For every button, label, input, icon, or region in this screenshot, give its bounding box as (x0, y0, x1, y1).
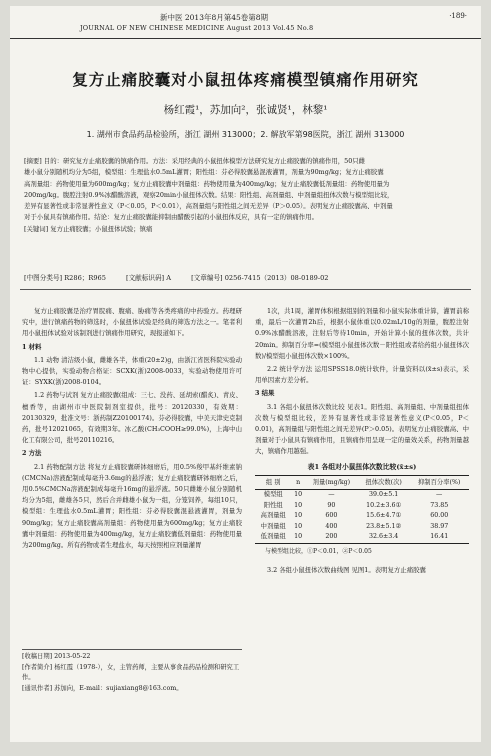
section-heading: 3 结果 (255, 389, 275, 398)
table-header-cell: n (291, 475, 304, 489)
table-footnote: 与模型组比较，①P＜0.01，②P＜0.05 (265, 547, 372, 555)
abstract-line: 高剂量组：药物使用量为600mg/kg；复方止痛胶囊中剂量组：药物使用量为400mg/kg；复方止痛胶囊低剂量组：药物使用量为 (24, 179, 390, 188)
author-list: 杨红霞¹，苏加向²，张诚贤¹，林黎¹ (163, 104, 328, 116)
abstract-line: 雄小鼠分别随机均分为5组，模型组：生理盐水0.5mL灌胃；阳性组：芬必得胶囊悬混液灌胃，剂量为90mg/kg；复方止痛胶囊 (24, 168, 384, 177)
body-paragraph: 1次，共1周，灌胃体积根据组别的剂量和小鼠实际体重计算，灌胃前称重，最后一次灌胃2h后，根据小鼠体重以0.02mL/10g的剂量，腹腔注射0.9%冰醋酸溶液，注射后等待10min，开始计算小鼠的扭体次数，共计20min。抑制百分率=(模型组小鼠扭体次数－阳性组或者给药组小鼠扭体次数)/模型组小鼠扭体次数×100%。 (255, 307, 469, 360)
table-cell: 90 (327, 501, 336, 509)
body-paragraph: 1.2 药物与试剂 复方止痛胶囊(组成：三七、没药、延胡索(醋炙)、青皮、檀香等，由湖州市中医院制剂室提供，批号：20120330，有效期：20130329，批准文号：浙药制Z20100174)。芬必得胶囊，中美天津史克制药，批号12021065，有效期3年。冰乙酸(CH₃COOH≥99.0%)，上海中山化工有限公司，批号20110216。 (22, 391, 242, 445)
article-title: 复方止痛胶囊对小鼠扭体疼痛模型镇痛作用研究 (72, 70, 419, 89)
table-cell: 600 (325, 512, 338, 520)
table-cell: 200 (305, 532, 358, 543)
table-cell: 低剂量组 (255, 532, 291, 543)
table-cell: 23.8±5.1② (366, 522, 402, 530)
received-date: [收稿日期] 2013-05-22 (22, 653, 91, 660)
table-cell: 39.0±5.1 (368, 491, 399, 499)
table-cell: 高剂量组 (260, 512, 286, 520)
section-heading: 2 方法 (22, 449, 42, 458)
left-column (22, 306, 242, 553)
footnotes (22, 649, 242, 694)
body-paragraph: 2.1 药物配制方法 将复方止痛胶囊研钵细磨后，用0.5%羧甲基纤维素钠(CMCNa)溶液配制成每毫升3.6mg的悬浮液；复方止痛胶囊研钵细磨之后，用0.5%CMCNa溶液配制成每毫升16mg的悬浮液。50只雌雄小鼠分别随机均分为5组，雌雄各5只，然后合并雌雄小鼠为一组，分笼饲养，每组10只，模型组：生理盐水0.5mL灌胃；阳性组：芬必得胶囊混悬液灌胃，剂量为90mg/kg；复方止痛胶囊高剂量组：药物使用量为600mg/kg；复方止痛胶囊中剂量组：药物使用量为400mg/kg，复方止痛胶囊低剂量组：药物使用量为200mg/kg。所有药物或者生理盐水，每天按照相应剂量灌胃 (22, 462, 242, 550)
table-title: 表1 各组对小鼠扭体次数比较(x̄±s) (307, 462, 417, 471)
document-code: [文献标识码] A (126, 274, 171, 282)
abstract-line: 200mg/kg。腹腔注射0.9%冰醋酸溶液，观察20min小鼠扭体次数。结果：阳性组、高剂量组、中剂量组扭体次数与模型组比较， (24, 190, 394, 199)
table-row (255, 522, 469, 533)
table-cell: — (436, 491, 443, 499)
table-cell: 38.97 (430, 522, 449, 530)
table-header-cell: 组 别 (255, 475, 291, 489)
article-number: [文章编号] 0256-7415（2013）08-0189-02 (191, 274, 329, 282)
table-row (255, 490, 469, 501)
abstract-line: [摘要] 目的：研究复方止痛胶囊的镇痛作用。方法：采用经典的小鼠扭体模型方法研究复方止痛胶囊的镇痛作用，50只雌 (24, 157, 366, 165)
journal-title-cn: 新中医 2013年8月第45卷第8期 (160, 13, 269, 22)
journal-title-en: JOURNAL OF NEW CHINESE MEDICINE August 2013 Vol.45 No.8 (80, 24, 314, 32)
table-cell: 10 (294, 491, 303, 499)
table-header-row (255, 475, 469, 489)
abstract-line: 对于小鼠具有镇痛作用。结论：复方止痛胶囊能抑制由醋酸引起的小鼠扭体反应，具有一定的镇痛作用。 (24, 213, 318, 222)
table-cell: 73.85 (430, 501, 449, 509)
table-cell: 400 (325, 522, 338, 530)
table-row (255, 532, 469, 543)
section-heading: 1 材料 (22, 342, 42, 351)
body-paragraph: 3.2 各组小鼠扭体次数曲线图 见图1。表明复方止痛胶囊 (267, 565, 426, 574)
right-column (255, 306, 469, 578)
keywords-line: [关键词] 复方止痛胶囊；小鼠扭体试验；镇痛 (24, 224, 153, 233)
clc-number: [中图分类号] R286；R965 (24, 274, 106, 282)
affiliation: 1. 湖州市食品药品检验所，浙江 湖州 313000；2. 解放军第98医院，浙江 湖州 313000 (86, 130, 405, 139)
table-cell: — (328, 491, 335, 499)
table-cell: 15.6±4.7① (366, 512, 402, 520)
body-paragraph: 2.2 统计学方法 运用SPSS18.0统计软件，计量资料以(x̄±s)表示，采用单因素方差分析。 (255, 365, 469, 385)
results-table (255, 475, 469, 544)
body-paragraph: 3.1 各组小鼠扭体次数比较 见表1。阳性组、高剂量组、中剂量组扭体次数与模型组比较，差异有显著性或非常显著性意义(P＜0.05，P＜0.01)，高剂量组与阳性组之间无差异(P＞0.05)。表明复方止痛胶囊高、中剂量对于小鼠具有镇痛作用，且镇痛作用呈现一定的量效关系，药物剂量越大，镇痛作用越强。 (255, 402, 469, 456)
journal-page (10, 6, 481, 742)
intro-paragraph: 复方止痛胶囊是治疗胃脘痛、腹痛、胁痛等各类疼痛的中药验方。药理研究中，进行镇痛药物的筛选时，小鼠扭体试验是经典的筛选方法之一。笔者利用小鼠扭体试验对该制剂进行镇痛作用研究，现报道如下。 (22, 307, 242, 338)
table-cell: 10 (294, 522, 303, 530)
section-divider (20, 289, 471, 290)
table-cell: 16.41 (409, 532, 469, 543)
abstract-line: 差异有显著性或非常显著性意义（P＜0.05，P＜0.01），高剂量组与阳性组之间无差异（P＞0.05）。表明复方止痛胶囊高、中剂量 (24, 202, 393, 211)
table-cell: 60.00 (430, 512, 449, 520)
table-cell: 10 (294, 512, 303, 520)
table-cell: 32.6±3.4 (358, 532, 410, 543)
table-cell: 10 (291, 532, 304, 543)
table-cell: 10 (294, 501, 303, 509)
abstract (24, 156, 467, 235)
table-cell: 阳性组 (263, 501, 283, 509)
table-header-cell: 剂量(mg/kg) (305, 475, 358, 489)
classification-codes (24, 272, 467, 282)
table-cell: 10.2±3.6① (366, 501, 402, 509)
author-bio: [作者简介] 杨红霞（1978-），女，主管药师，主要从事食品药品检测和研究工作。 (22, 663, 240, 681)
corresponding-author: [通讯作者] 苏加向，E-mail：sujiaxiang8@163.com。 (22, 684, 183, 692)
table-header-cell: 抑制百分率(%) (409, 475, 469, 489)
table-cell: 模型组 (263, 491, 283, 499)
table-header-cell: 扭体次数(次) (358, 475, 410, 489)
running-header (10, 10, 481, 39)
page-number: ·189· (449, 12, 467, 20)
table-cell: 中剂量组 (260, 522, 286, 530)
table-row (255, 501, 469, 512)
body-paragraph: 1.1 动物 清洁级小鼠，雌雄各半，体重(20±2)g，由浙江省医科院实验动物中心提供，实验动物合格证：SCXK(浙)2008-0033，实验动物使用许可证：SYXK(浙)2008-0104。 (22, 355, 242, 387)
table-row (255, 511, 469, 522)
